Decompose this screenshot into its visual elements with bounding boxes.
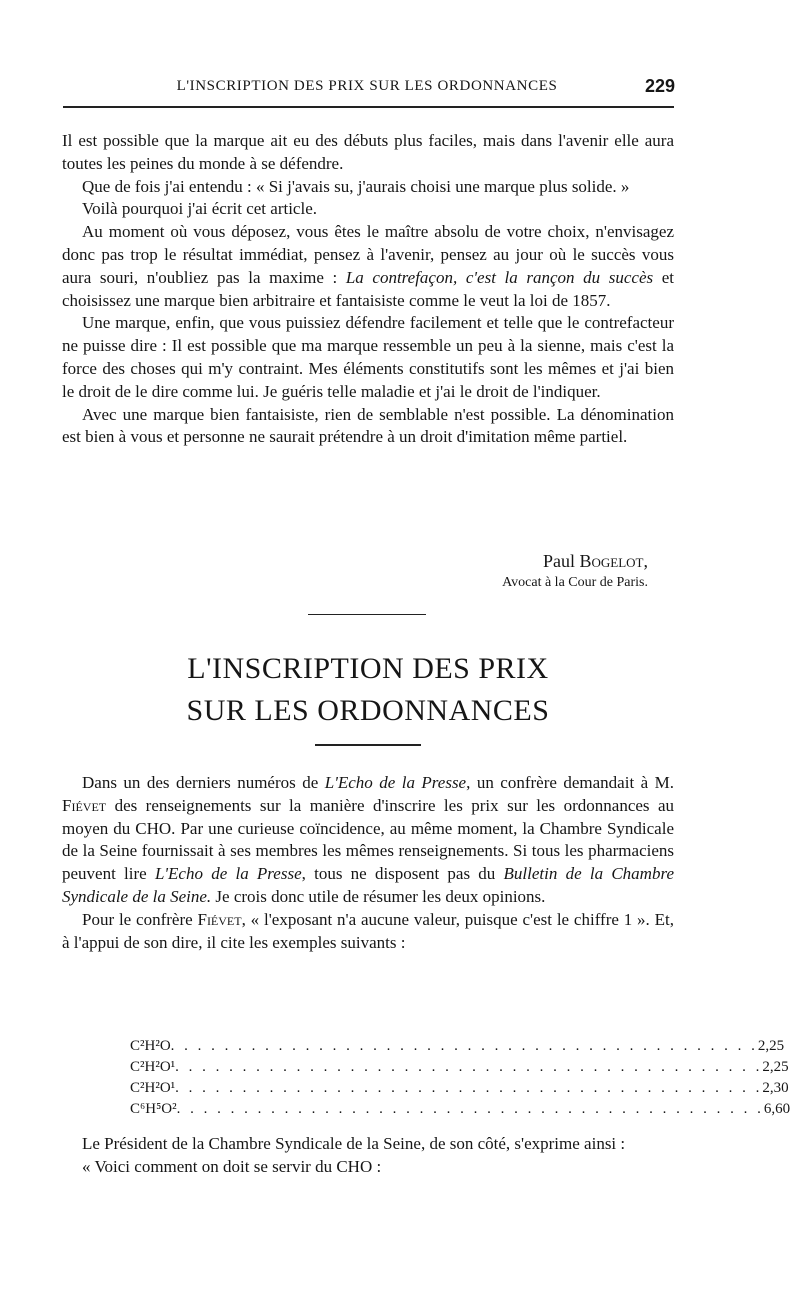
leader-dots: . . . . . . . . . . . . . . . . . . . . . . . . . . . . . . . . . . . . . . . . . . . . bbox=[176, 1101, 764, 1117]
paragraph: Voilà pourquoi j'ai écrit cet article. bbox=[82, 199, 317, 219]
person-name: Fiévet bbox=[62, 795, 107, 815]
title-divider bbox=[315, 744, 421, 746]
formula-price-table bbox=[130, 1036, 791, 1120]
formula-price: 2,25 bbox=[757, 1038, 785, 1054]
paragraph: « Voici comment on doit se servir du CHO : bbox=[82, 1156, 382, 1176]
paragraph bbox=[62, 221, 674, 312]
text-run: Au moment où vous déposez, vous êtes le maître absolu de votre choix, n'envisagez donc pas trop le résultat immédiat, pensez à l'avenir, pensez au jour où le succès vous aura souri, n'oubliez pas la maxime : bbox=[62, 222, 674, 287]
paragraph: Avec une marque bien fantaisiste, rien de semblable n'est possible. La dénomination est bien à vous et personne ne saurait prétendre à un droit d'imitation même partiel. bbox=[62, 404, 674, 447]
paragraph: Une marque, enfin, que vous puissiez défendre facilement et telle que le contrefacteur ne puisse dire : Il est possible que ma marque ressemble un peu à la sienne, mais c'est la force des choses qui m'y contraint. Mes éléments constitutifs sont les mêmes et j'ai bien le droit de le dire comme lui. Je guéris telle maladie et j'ai le droit de l'indiquer. bbox=[62, 313, 674, 401]
formula-row bbox=[130, 1099, 791, 1120]
leader-dots: . . . . . . . . . . . . . . . . . . . . . . . . . . . . . . . . . . . . . . . . . . . . bbox=[170, 1038, 758, 1054]
journal-title: L'Echo de la Presse bbox=[154, 864, 302, 884]
paragraph: Dans un des derniers numéros de L'Echo de la Presse, un confrère demandait à M. Fiévet des renseignements sur la manière d'inscrire les prix sur les ordonnances au moyen du CHO. Par une curieuse coïncidence, au même moment, la Chambre Syndicale de la Seine fournissait à ses membres les mêmes renseignements. Si tous les pharmaciens peuvent lire L'Echo de la Presse, tous ne disposent pas du Bulletin de la Chambre Syndicale de la Seine. Je crois donc utile de résumer les deux opinions. bbox=[62, 773, 675, 906]
article-title-line-1: L'INSCRIPTION DES PRIX bbox=[187, 652, 549, 685]
bulletin-title: Bulletin de la Chambre Syndicale de la Seine. bbox=[62, 864, 674, 906]
text-run: et choisissez une marque bien arbitraire et fantaisiste comme le veut la loi de 1857. bbox=[62, 267, 675, 310]
person-name: Fiévet, bbox=[197, 909, 246, 929]
author-name: Paul Bogelot, bbox=[542, 551, 648, 571]
formula-row bbox=[130, 1057, 789, 1078]
header-rule bbox=[63, 106, 674, 108]
formula-name: C²H²O¹ bbox=[130, 1059, 176, 1075]
section-divider bbox=[308, 614, 426, 615]
paragraph: Le Président de la Chambre Syndicale de la Seine, de son côté, s'exprime ainsi : bbox=[82, 1134, 626, 1153]
paragraph: Que de fois j'ai entendu : « Si j'avais su, j'aurais choisi une marque plus solide. » bbox=[82, 176, 630, 196]
article-title-line-2: SUR LES ORDONNANCES bbox=[186, 694, 550, 727]
author-signature bbox=[502, 550, 648, 594]
running-header-title: L'INSCRIPTION DES PRIX SUR LES ORDONNANCES bbox=[176, 78, 558, 94]
paragraph: Il est possible que la marque ait eu des débuts plus faciles, mais dans l'avenir elle aura toutes les peines du monde à se défendre. bbox=[62, 131, 674, 173]
formula-price: 2,25 bbox=[762, 1059, 789, 1075]
article-body-2-cont bbox=[62, 1133, 674, 1179]
leader-dots: . . . . . . . . . . . . . . . . . . . . . . . . . . . . . . . . . . . . . . . . . . . . bbox=[175, 1080, 763, 1096]
author-role: Avocat à la Cour de Paris. bbox=[502, 575, 648, 590]
article-body-2 bbox=[62, 772, 674, 954]
author-surname: Bogelot, bbox=[579, 551, 648, 571]
formula-name: C²H²O bbox=[130, 1038, 171, 1054]
article-body-1 bbox=[62, 130, 674, 449]
formula-row bbox=[130, 1078, 789, 1099]
formula-price: 2,30 bbox=[762, 1080, 789, 1096]
paragraph: Pour le confrère Fiévet, « l'exposant n'a aucune valeur, puisque c'est le chiffre 1 ». Et, à l'appui de son dire, il cite les exemples suivants : bbox=[62, 909, 674, 952]
italic-maxim: La contrefaçon, c'est la rançon du succès bbox=[345, 267, 654, 287]
formula-name: C⁶H⁵O² bbox=[130, 1101, 177, 1117]
formula-row bbox=[130, 1036, 785, 1057]
formula-name: C²H²O¹ bbox=[130, 1080, 176, 1096]
journal-title: L'Echo de la Presse bbox=[324, 773, 467, 792]
formula-price: 6,60 bbox=[763, 1101, 791, 1117]
leader-dots: . . . . . . . . . . . . . . . . . . . . . . . . . . . . . . . . . . . . . . . . . . . . bbox=[175, 1059, 763, 1075]
page-number: 229 bbox=[644, 76, 675, 96]
